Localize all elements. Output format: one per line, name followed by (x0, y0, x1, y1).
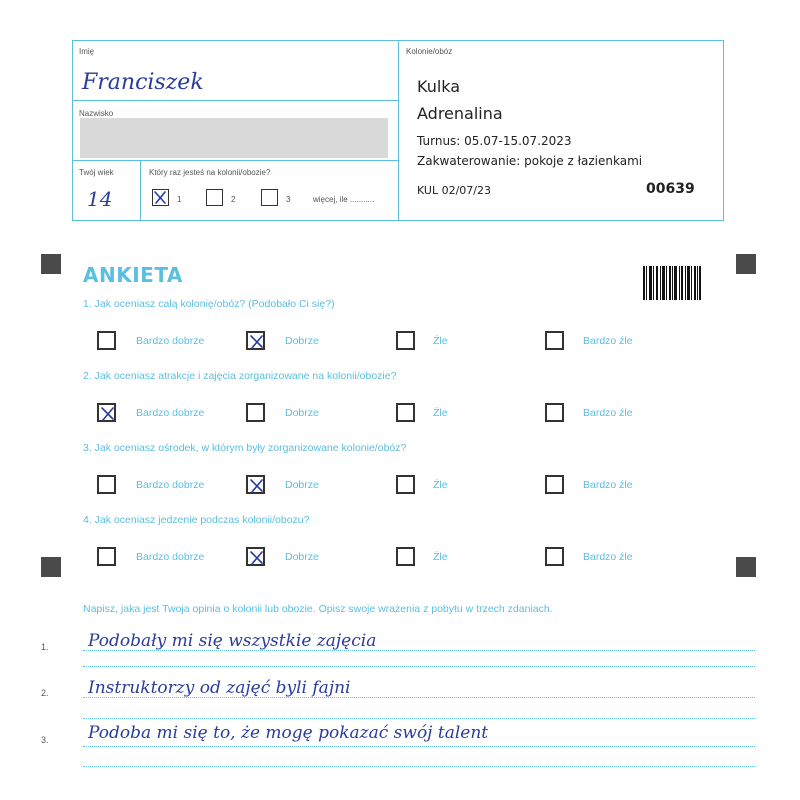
option-label-bardzo-zle: Bardzo źle (583, 479, 633, 491)
header-divider-age (140, 160, 141, 221)
checkbox-dobrze[interactable] (246, 331, 265, 350)
times-attended-num-3: 3 (286, 195, 291, 204)
option-label-zle: Źle (433, 335, 448, 347)
opinion-prompt: Napisz, jaka jest Twoja opinia o kolonii lub obozie. Opisz swoje wrażenia z pobytu w trzech zdaniach. (83, 603, 553, 615)
age-value: 14 (87, 187, 113, 211)
last-name-label: Nazwisko (79, 109, 114, 118)
checkbox-zle[interactable] (396, 547, 415, 566)
camp-turnus: Turnus: 05.07-15.07.2023 (417, 134, 572, 148)
first-name-label: Imię (79, 47, 95, 56)
question-text: 4. Jak oceniasz jedzenie podczas kolonii/obozu? (83, 514, 310, 526)
survey-title: ANKIETA (83, 263, 183, 287)
opinion-line-rule-extra (83, 666, 755, 667)
opinion-line-text[interactable]: Podobały mi się wszystkie zajęcia (88, 631, 377, 651)
opinion-line-rule (83, 650, 755, 651)
option-label-zle: Źle (433, 551, 448, 563)
checkbox-dobrze[interactable] (246, 403, 265, 422)
checkbox-dobrze[interactable] (246, 547, 265, 566)
checkbox-bardzo-zle[interactable] (545, 547, 564, 566)
opinion-line-rule-extra (83, 766, 755, 767)
camp-label: Kolonie/obóz (406, 47, 453, 56)
opinion-line-rule-extra (83, 718, 755, 719)
check-mark-icon (98, 404, 117, 423)
check-mark-icon (247, 476, 266, 495)
checkbox-dobrze[interactable] (246, 475, 265, 494)
checkbox-bardzo-dobrze[interactable] (97, 547, 116, 566)
checkbox-zle[interactable] (396, 331, 415, 350)
times-attended-more-label: więcej, ile ........... (313, 195, 375, 204)
checkbox-bardzo-dobrze[interactable] (97, 331, 116, 350)
option-label-dobrze: Dobrze (285, 407, 319, 419)
option-label-bardzo-zle: Bardzo źle (583, 551, 633, 563)
header-divider-surname (72, 160, 399, 161)
check-mark-icon (247, 548, 266, 567)
check-mark-icon (152, 189, 169, 206)
checkbox-bardzo-zle[interactable] (545, 475, 564, 494)
option-label-bardzo-dobrze: Bardzo dobrze (136, 551, 205, 563)
camp-code: KUL 02/07/23 (417, 184, 491, 197)
checkbox-bardzo-zle[interactable] (545, 403, 564, 422)
option-label-dobrze: Dobrze (285, 335, 319, 347)
opinion-line-text[interactable]: Podoba mi się to, że mogę pokazać swój talent (88, 723, 489, 743)
opinion-line-rule (83, 697, 755, 698)
question-text: 3. Jak oceniasz ośrodek, w którym były zorganizowane kolonie/obóz? (83, 442, 407, 454)
times-attended-checkbox-3[interactable] (261, 189, 278, 206)
last-name-redaction (80, 118, 388, 158)
checkbox-zle[interactable] (396, 475, 415, 494)
option-label-bardzo-zle: Bardzo źle (583, 335, 633, 347)
option-label-dobrze: Dobrze (285, 479, 319, 491)
option-label-zle: Źle (433, 407, 448, 419)
opinion-line-number: 1. (41, 642, 49, 652)
checkbox-bardzo-dobrze[interactable] (97, 475, 116, 494)
camp-accommodation: Zakwaterowanie: pokoje z łazienkami (417, 154, 643, 168)
checkbox-zle[interactable] (396, 403, 415, 422)
times-attended-label: Który raz jesteś na kolonii/obozie? (149, 168, 271, 177)
header-divider-name (72, 100, 399, 101)
times-attended-checkbox-2[interactable] (206, 189, 223, 206)
checkbox-bardzo-dobrze[interactable] (97, 403, 116, 422)
camp-subname: Adrenalina (417, 104, 503, 123)
age-label: Twój wiek (79, 168, 114, 177)
times-attended-num-1: 1 (177, 195, 182, 204)
registration-marker-bottom-left (41, 557, 61, 577)
opinion-line-rule (83, 746, 755, 747)
opinion-line-number: 3. (41, 735, 49, 745)
barcode-icon (643, 266, 701, 300)
option-label-bardzo-dobrze: Bardzo dobrze (136, 479, 205, 491)
camp-name: Kulka (417, 77, 461, 96)
registration-marker-top-right (736, 254, 756, 274)
header-divider-vertical (398, 40, 399, 221)
registration-marker-bottom-right (736, 557, 756, 577)
registration-marker-top-left (41, 254, 61, 274)
option-label-zle: Źle (433, 479, 448, 491)
opinion-line-number: 2. (41, 688, 49, 698)
option-label-dobrze: Dobrze (285, 551, 319, 563)
question-text: 2. Jak oceniasz atrakcje i zajęcia zorganizowane na kolonii/obozie? (83, 370, 397, 382)
times-attended-checkbox-1[interactable] (152, 189, 169, 206)
checkbox-bardzo-zle[interactable] (545, 331, 564, 350)
check-mark-icon (247, 332, 266, 351)
option-label-bardzo-dobrze: Bardzo dobrze (136, 335, 205, 347)
times-attended-num-2: 2 (231, 195, 236, 204)
opinion-line-text[interactable]: Instruktorzy od zajęć byli fajni (88, 678, 351, 698)
camp-number: 00639 (646, 181, 695, 197)
first-name-value: Franciszek (82, 70, 204, 95)
question-text: 1. Jak oceniasz całą kolonię/obóz? (Podobało Ci się?) (83, 298, 335, 310)
option-label-bardzo-zle: Bardzo źle (583, 407, 633, 419)
option-label-bardzo-dobrze: Bardzo dobrze (136, 407, 205, 419)
